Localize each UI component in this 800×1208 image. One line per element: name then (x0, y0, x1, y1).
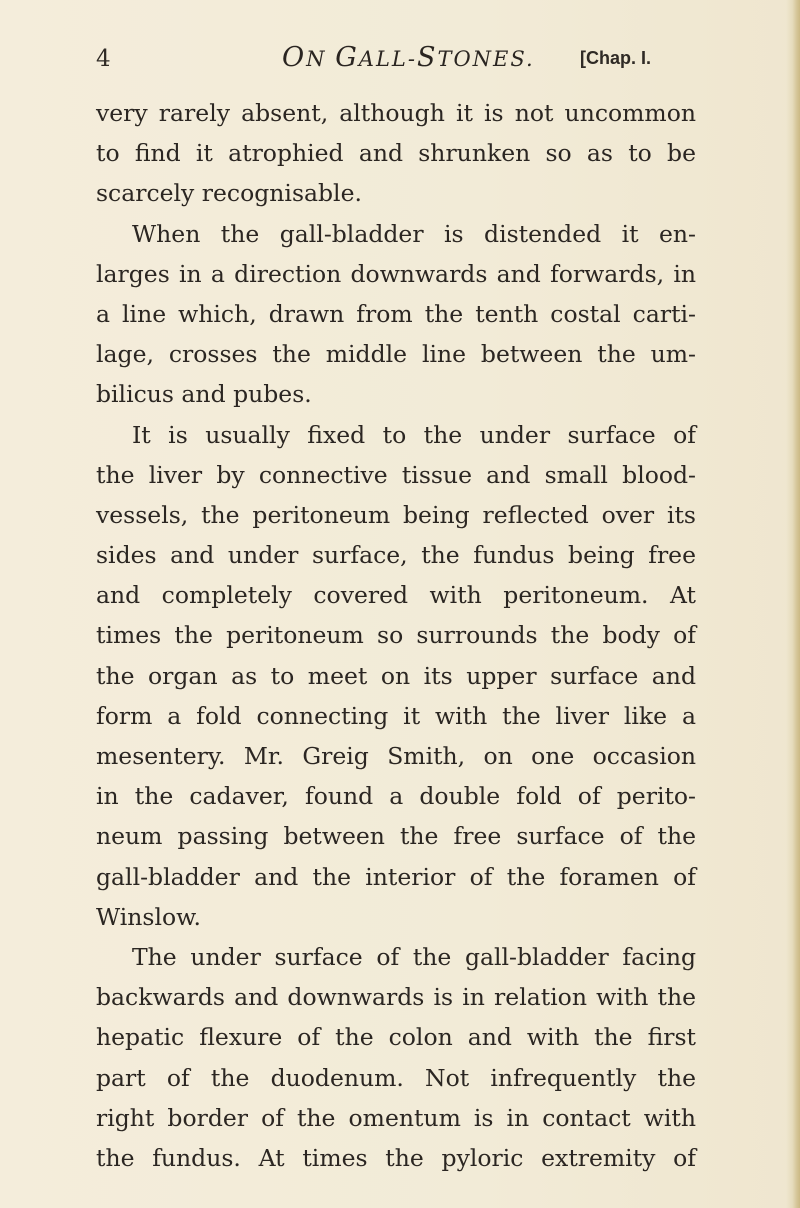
text-line: mesentery. Mr. Greig Smith, on one occasion (96, 742, 696, 770)
text-line: right border of the omentum is in contact with (96, 1103, 696, 1132)
text-line: bilicus and pubes. (96, 380, 312, 409)
text-line: When the gall-bladder is distended it en- (132, 219, 696, 248)
body-text (96, 93, 696, 1178)
text-line: Winslow. (96, 902, 201, 931)
text-line: a line which, drawn from the tenth costal carti- (96, 299, 696, 328)
title-letter-s: S (416, 42, 438, 73)
text-line: neum passing between the free surface of the (96, 822, 696, 851)
text-line: It is usually fixed to the under surface of (132, 420, 696, 449)
title-letter-g: G (335, 42, 359, 73)
title-letter-o: O (282, 42, 307, 73)
text-line: the liver by connective tissue and small blood- (96, 460, 696, 489)
text-line: The under surface of the gall-bladder facing (132, 942, 696, 971)
text-line: times the peritoneum so surrounds the body of (96, 621, 696, 650)
text-line: very rarely absent, although it is not uncommon (96, 99, 696, 127)
text-line: backwards and downwards is in relation with the (96, 983, 696, 1012)
text-line: form a fold connecting it with the liver like a (96, 701, 696, 730)
title-part-all: ALL- (358, 47, 417, 71)
text-line: lage, crosses the middle line between the um- (96, 340, 696, 369)
text-line: scarcely recognisable. (96, 179, 362, 208)
text-line: in the cadaver, found a double fold of perito- (96, 782, 696, 811)
text-line: the fundus. At times the pyloric extremity of (96, 1143, 696, 1172)
text-line: the organ as to meet on its upper surface and (96, 661, 696, 690)
title-part-tones: TONES. (437, 47, 535, 71)
text-line: sides and under surface, the fundus being free (96, 541, 696, 570)
running-title (282, 42, 535, 73)
text-line: gall-bladder and the interior of the foramen of (96, 862, 696, 891)
chapter-reference: [Chap. I. (580, 48, 651, 68)
text-line: vessels, the peritoneum being reflected over its (96, 500, 696, 529)
text-line: hepatic flexure of the colon and with the first (96, 1023, 696, 1052)
text-line: part of the duodenum. Not infrequently the (96, 1063, 696, 1092)
text-line: larges in a direction downwards and forwards, in (96, 259, 696, 288)
title-part-n: N (306, 47, 336, 71)
page-edge-shadow (786, 0, 800, 1208)
text-line: to find it atrophied and shrunken so as to be (96, 139, 696, 168)
page-number: 4 (96, 46, 111, 72)
running-head (96, 40, 696, 80)
text-line: and completely covered with peritoneum. At (96, 581, 696, 610)
